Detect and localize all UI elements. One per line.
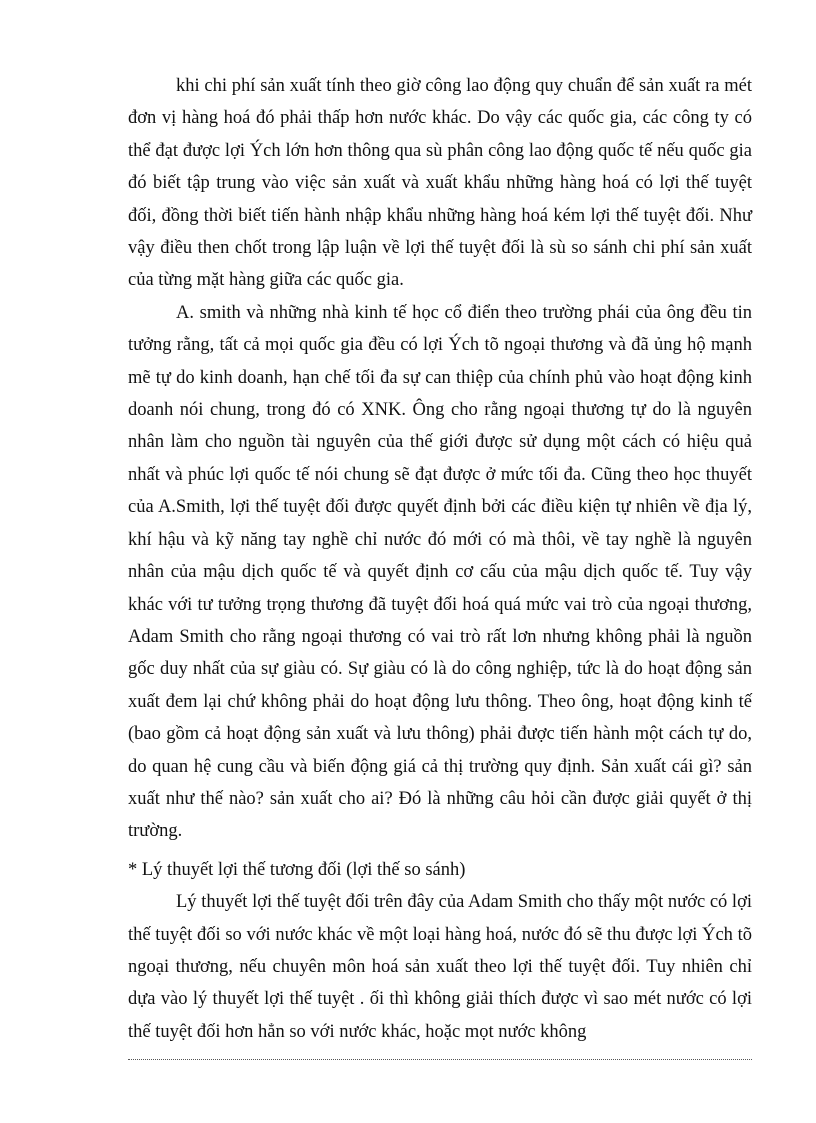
paragraph-adam-smith-free-trade: A. smith và những nhà kinh tế học cổ điển theo trường phái của ông đều tin tưởng rằng, tất cả mọi quốc gia đều có lợi Ých tõ ngoại thương và đã ủng hộ mạnh mẽ tự do kinh doanh, hạn chế tối đa sự can thiệp của chính phủ vào hoạt động kinh doanh nói chung, trong đó có XNK. Ông cho rằng ngoại thương tự do là nguyên nhân làm cho nguồn tài nguyên của thế giới được sử dụng một cách có hiệu quả nhất và phúc lợi quốc tế nói chung sẽ đạt được ở mức tối đa. Cũng theo học thuyết của A.Smith, lợi thế tuyệt đối được quyết định bởi các điều kiện tự nhiên về địa lý, khí hậu và kỹ năng tay nghề chỉ nước đó mới có mà thôi, về tay nghề là nguyên nhân của mậu dịch quốc tế và quyết định cơ cấu của mậu dịch quốc tế. Tuy vậy khác với tư tưởng trọng thương đã tuyệt đối hoá quá mức vai trò của ngoại thương, Adam Smith cho rằng ngoại thương có vai trò rất lơn nhưng không phải là nguồn gốc duy nhất của sự giàu có. Sự giàu có là do công nghiệp, tức là do hoạt động sản xuất đem lại chứ không phải do hoạt động lưu thông. Theo ông, hoạt động kinh tế (bao gồm cả hoạt động sản xuất và lưu thông) phải được tiến hành một cách tự do, do quan hệ cung cầu và biến động giá cả thị trường quy định. Sản xuất cái gì? sản xuất như thế nào? sản xuất cho ai? Đó là những câu hỏi cần được giải quyết ở thị trường. <box>128 302 752 842</box>
paragraph-comparative-advantage-intro: Lý thuyết lợi thế tuyệt đối trên đây của Adam Smith cho thấy một nước có lợi thế tuyệt đối so với nước khác về một loại hàng hoá, nước đó sẽ thu được lợi Ých tõ ngoại thương, nếu chuyên môn hoá sản xuất theo lợi thế tuyệt đối. Tuy nhiên chỉ dựa vào lý thuyết lợi thế tuyệt . ối thì không giải thích được vì sao mét nước có lợi thế tuyệt đối hơn hẳn so với nước khác, hoặc mọt nước không <box>128 892 752 1042</box>
footer-divider <box>128 1059 752 1060</box>
document-body <box>128 70 752 1048</box>
section-heading-comparative-advantage: * Lý thuyết lợi thế tương đối (lợi thế so sánh) <box>128 859 466 880</box>
paragraph-absolute-advantage-conclusion: khi chi phí sản xuất tính theo giờ công lao động quy chuẩn để sản xuất ra mét đơn vị hàng hoá đó phải thấp hơn nước khác. Do vậy các quốc gia, các công ty có thể đạt được lợi Ých lớn hơn thông qua sù phân công lao động quốc tế nếu quốc gia đó biết tập trung vào việc sản xuất và xuất khẩu những hàng hoá có lợi thế tuyệt đối, đồng thời biết tiến hành nhập khẩu những hàng hoá kém lợi thế tuyệt đối. Như vậy điều then chốt trong lập luận về lợi thế tuyệt đối là sù so sánh chi phí sản xuất của từng mặt hàng giữa các quốc gia. <box>128 76 752 291</box>
